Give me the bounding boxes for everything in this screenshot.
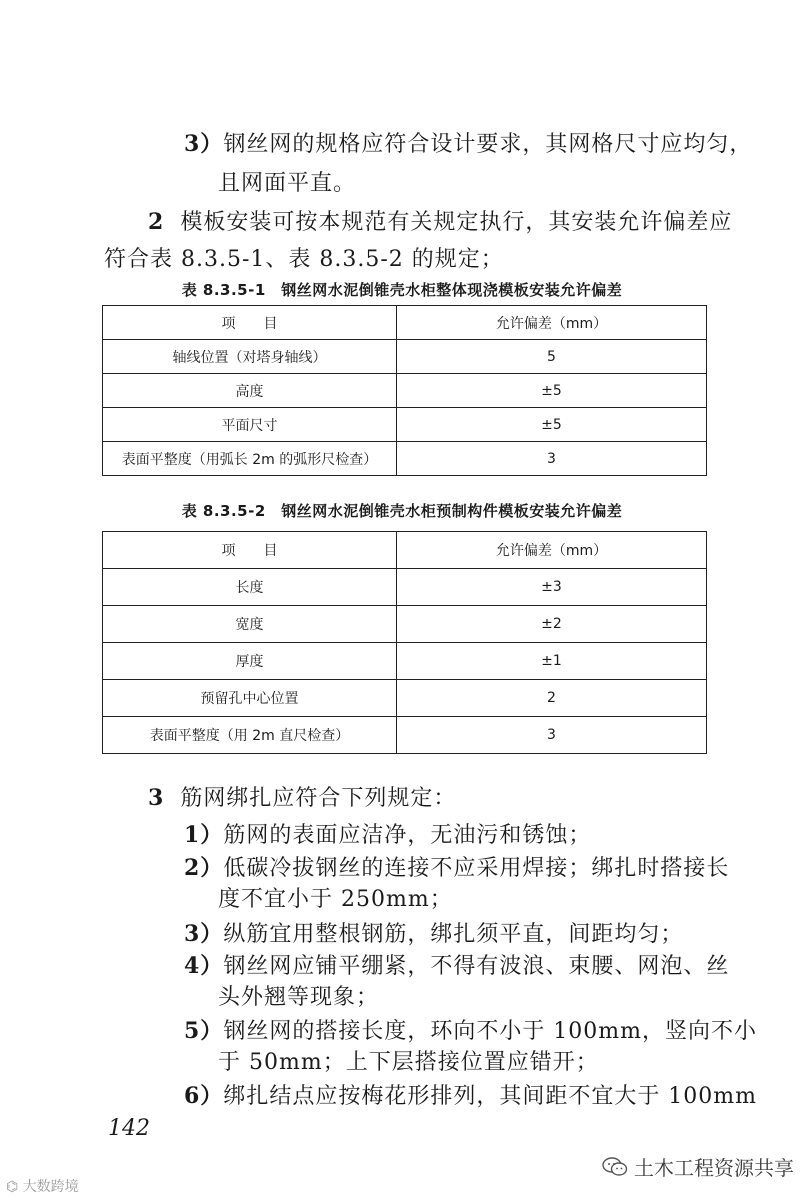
table-cell-item: 预留孔中心位置 [103,680,397,717]
table1-header-item: 项 目 [103,306,397,340]
paragraph-2-line2: 符合表 8.3.5-1、表 8.3.5-2 的规定； [104,247,504,272]
table-row [103,643,707,680]
table-cell-item: 宽度 [103,606,397,643]
table-cell-value: 3 [397,717,707,754]
table-cell-value: 2 [397,680,707,717]
table-row [103,408,707,442]
section-3-item-5-line2: 于 50mm；上下层搭接位置应错开； [218,1050,599,1075]
paragraph-2-line1: 2 模板安装可按本规范有关规定执行，其安装允许偏差应 [148,209,733,235]
table-cell-item: 表面平整度（用 2m 直尺检查） [103,717,397,754]
table1-header-tolerance: 允许偏差（mm） [397,306,707,340]
section-3-item-4-line2: 头外翘等现象； [218,985,380,1010]
table-cell-value: ±5 [397,374,707,408]
table-row [103,680,707,717]
section-3-heading: 3 筋网绑扎应符合下列规定： [148,785,457,811]
watermark-logo-icon: ⌬ [6,1179,19,1195]
table-row [103,442,707,476]
section-3-item-3: 3）纵筋宜用整根钢筋，绑扎须平直，间距均匀； [184,921,684,947]
section-3-item-5: 5）钢丝网的搭接长度，环向不小于 100mm，竖向不小 [184,1018,758,1044]
table1-caption: 表 8.3.5-1 钢丝网水泥倒锥壳水柜整体现浇模板安装允许偏差 [181,281,623,299]
table-row [103,606,707,643]
table-cell-value: ±3 [397,569,707,606]
intro-item-3-line1: 3）钢丝网的规格应符合设计要求，其网格尺寸应均匀， [184,131,753,157]
table-cell-item: 厚度 [103,643,397,680]
watermark-right: 土木工程资源共享 [602,1152,794,1181]
table-cell-value: ±5 [397,408,707,442]
section-3-item-6: 6）绑扎结点应按梅花形排列，其间距不宜大于 100mm [184,1083,758,1109]
table-cell-value: 3 [397,442,707,476]
table-cell-value: 5 [397,340,707,374]
section-3-item-2: 2）低碳冷拔钢丝的连接不应采用焊接；绑扎时搭接长 [184,855,730,881]
table-cell-item: 表面平整度（用弧长 2m 的弧形尺检查） [103,442,397,476]
table-header-row [103,306,707,340]
table-cell-item: 轴线位置（对塔身轴线） [103,340,397,374]
section-3-item-1: 1）筋网的表面应洁净，无油污和锈蚀； [184,822,592,848]
table-row [103,340,707,374]
table2-header-tolerance: 允许偏差（mm） [397,532,707,569]
section-3-item-2-line2: 度不宜小于 250mm； [218,887,453,912]
table2-caption: 表 8.3.5-2 钢丝网水泥倒锥壳水柜预制构件模板安装允许偏差 [181,502,623,520]
table-cell-item: 长度 [103,569,397,606]
table-cell-item: 高度 [103,374,397,408]
table-row [103,569,707,606]
table-row [103,374,707,408]
wechat-icon [602,1157,628,1177]
page-number: 142 [108,1116,150,1141]
table-cell-value: ±2 [397,606,707,643]
table2 [102,531,707,754]
watermark-left: ⌬ 大数跨境 [6,1179,79,1195]
table-row [103,717,707,754]
section-3-item-4: 4）钢丝网应铺平绷紧，不得有波浪、束腰、网泡、丝 [184,953,730,979]
intro-item-3-line2: 且网面平直。 [218,171,357,196]
table1 [102,305,707,476]
table-cell-item: 平面尺寸 [103,408,397,442]
table2-header-item: 项 目 [103,532,397,569]
table-cell-value: ±1 [397,643,707,680]
table-header-row [103,532,707,569]
